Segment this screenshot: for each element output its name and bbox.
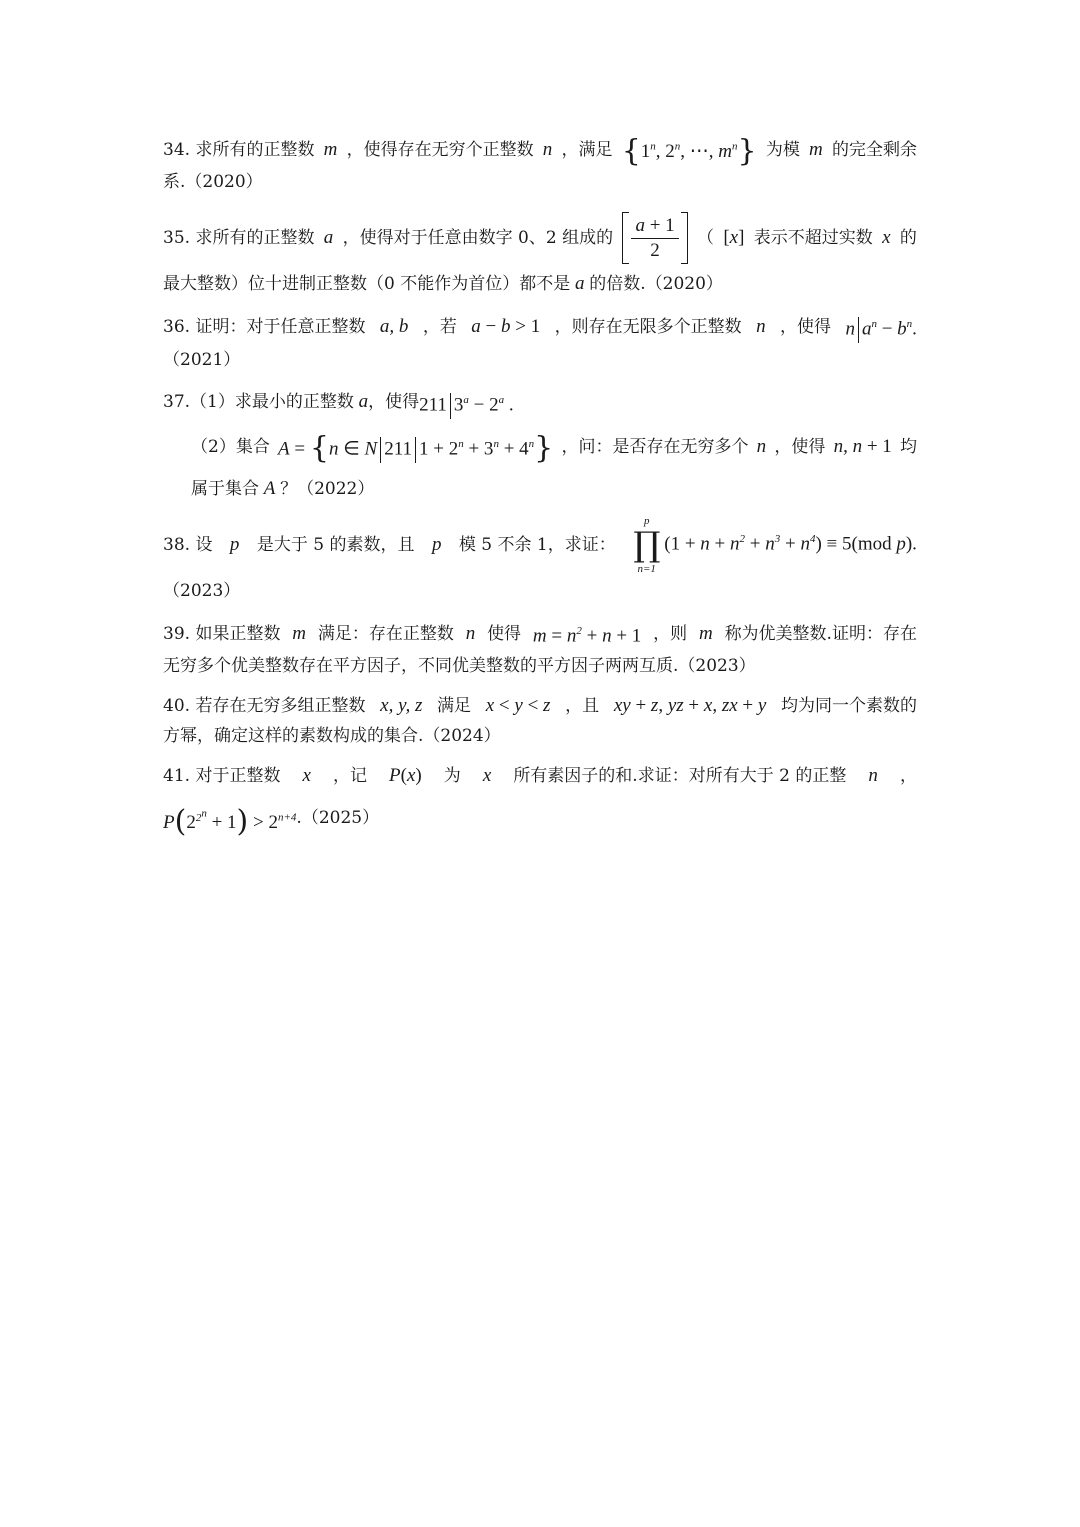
text: ，	[899, 766, 917, 787]
text: 39. 如果正整数	[163, 623, 281, 644]
text: 40. 若存在无穷多组正整数	[163, 696, 366, 717]
math-ab: a, b	[379, 315, 409, 337]
text: 36. 证明：对于任意正整数	[163, 316, 366, 337]
text: （2）集合	[191, 436, 270, 457]
math-residue-set: {1$^n$, 2$^n$, ⋯, $m^n$}	[621, 133, 757, 169]
text: 均为同一个素数的	[780, 696, 917, 717]
fraction: $\frac{a + 1}{2}$	[631, 214, 678, 263]
text: ，则存在无限多个正整数	[554, 316, 742, 337]
problem-35-line-2	[163, 269, 917, 299]
text: ，满足	[561, 139, 613, 160]
math-n: n	[756, 435, 767, 457]
product-symbol: p ∏ n=1	[633, 514, 661, 575]
text: 系.（2020）	[163, 172, 263, 193]
math-n-pair: n, n + 1	[833, 435, 892, 457]
problem-41-line-1	[163, 761, 917, 791]
problem-40-line-1	[163, 691, 917, 721]
math-sums: xy + z, yz + x, zx + y	[613, 695, 767, 717]
text: （2023）	[163, 580, 241, 601]
math-Px: P(x)	[389, 765, 422, 787]
problem-38-line-1	[163, 514, 917, 576]
problem-37-line-1	[163, 385, 917, 420]
problem-35-line-1	[163, 207, 917, 269]
math-condition: a − b > 1	[471, 315, 541, 337]
text: ，使得	[368, 392, 420, 413]
problem-39-line-2	[163, 651, 917, 681]
math-n: n	[465, 622, 476, 644]
text: 所有素因子的和.求证：对所有大于 2 的正整	[513, 766, 847, 787]
problem-36	[163, 309, 917, 374]
math-equation: $m = n^2 + n + 1$	[532, 624, 642, 647]
text: ，则	[653, 623, 688, 644]
math-a: a	[353, 391, 369, 413]
text: 41. 对于正整数	[163, 766, 281, 787]
text: 表示不超过实数	[753, 228, 873, 249]
problem-sheet	[163, 132, 917, 855]
math-product-congruence: p ∏ n=1 $(1 + n + n^2 + n^3 + n^4) \equiv 5(mod$ p).	[633, 514, 917, 575]
text: 最大整数）位十进制正整数（0 不能作为首位）都不是	[163, 274, 571, 295]
text: ，使得存在无穷个正整数	[346, 139, 534, 160]
math-x: x	[882, 227, 891, 249]
text: ？（2022）	[280, 478, 375, 499]
problem-36-line-2	[163, 345, 917, 375]
text: ，使得	[780, 316, 832, 337]
text: ，记	[332, 766, 367, 787]
text: 属于集合	[191, 478, 259, 499]
text: 37.（1）求最小的正整数	[163, 392, 354, 413]
text: 34. 求所有的正整数	[163, 139, 315, 160]
math-A: A	[259, 477, 281, 499]
math-order: x < y < z	[485, 695, 551, 717]
text: ，问：是否存在无穷多个	[561, 436, 749, 457]
problem-39	[163, 616, 917, 681]
problem-41	[163, 761, 917, 845]
text: ，且	[565, 696, 600, 717]
text: 35. 求所有的正整数	[163, 228, 315, 249]
math-divisibility: 211 $3^a - 2^a$ .	[419, 385, 514, 420]
math-x: x	[482, 765, 492, 787]
problem-41-line-2	[163, 791, 917, 845]
math-p: p	[229, 533, 240, 555]
text: 均	[899, 436, 917, 457]
text: （2021）	[163, 349, 241, 370]
bracket-right	[681, 212, 688, 264]
problem-37-line-3	[163, 474, 917, 504]
text: 方幂，确定这样的素数构成的集合.（2024）	[163, 726, 501, 747]
math-a: a	[323, 227, 334, 249]
text: 无穷多个优美整数存在平方因子，不同优美整数的平方因子两两互质.（2023）	[163, 656, 756, 677]
math-floor-fraction	[622, 212, 687, 264]
text: ，使得对于任意由数字 0、2 组成的	[342, 228, 614, 249]
math-n: n	[542, 138, 553, 160]
text: 38. 设	[163, 534, 213, 555]
problem-37-line-2	[163, 420, 917, 474]
text: 的	[899, 228, 917, 249]
text: 为模	[765, 139, 800, 160]
math-inequality: $P(2^{2^n} + 1) > 2^{n+4}$	[163, 804, 297, 840]
text: 满足：存在正整数	[317, 623, 454, 644]
text: 为	[443, 766, 461, 787]
math-floor-x: [x]	[723, 227, 745, 249]
text: 满足	[437, 696, 472, 717]
text: 模 5 不余 1，求证：	[458, 534, 616, 555]
problem-38-line-2	[163, 576, 917, 606]
problem-40-line-2	[163, 721, 917, 751]
problem-38	[163, 514, 917, 606]
problem-37	[163, 385, 917, 504]
math-x: x	[302, 765, 311, 787]
text: 是大于 5 的素数，且	[256, 534, 415, 555]
math-n: n	[756, 315, 766, 337]
math-set-A: A = {n ∈ N 211 $1 + 2^n + 3^n + 4^n$}	[278, 430, 554, 466]
math-m: m	[809, 138, 823, 160]
problem-40	[163, 691, 917, 751]
problem-34-line-2	[163, 167, 917, 197]
math-divisibility: n $a^n - b^n$.	[845, 309, 916, 344]
math-m: m	[292, 622, 307, 644]
text: ，使得	[774, 436, 826, 457]
problem-39-line-1	[163, 616, 917, 651]
text: 的完全剩余	[831, 139, 917, 160]
text: （	[697, 228, 714, 249]
math-m: m	[323, 138, 338, 160]
math-xyz: x, y, z	[380, 695, 423, 717]
problem-34	[163, 132, 917, 197]
problem-34-line-1	[163, 132, 917, 167]
problem-35	[163, 207, 917, 299]
math-m: m	[698, 622, 713, 644]
text: 的倍数.（2020）	[589, 274, 723, 295]
problem-36-line-1	[163, 309, 917, 344]
bracket-left	[622, 212, 629, 264]
math-n: n	[868, 765, 878, 787]
math-a: a	[570, 273, 590, 295]
math-p: p	[431, 533, 442, 555]
text: .（2025）	[296, 808, 380, 829]
text: ，若	[422, 316, 457, 337]
text: 称为优美整数.证明：存在	[724, 623, 917, 644]
text: 使得	[487, 623, 522, 644]
